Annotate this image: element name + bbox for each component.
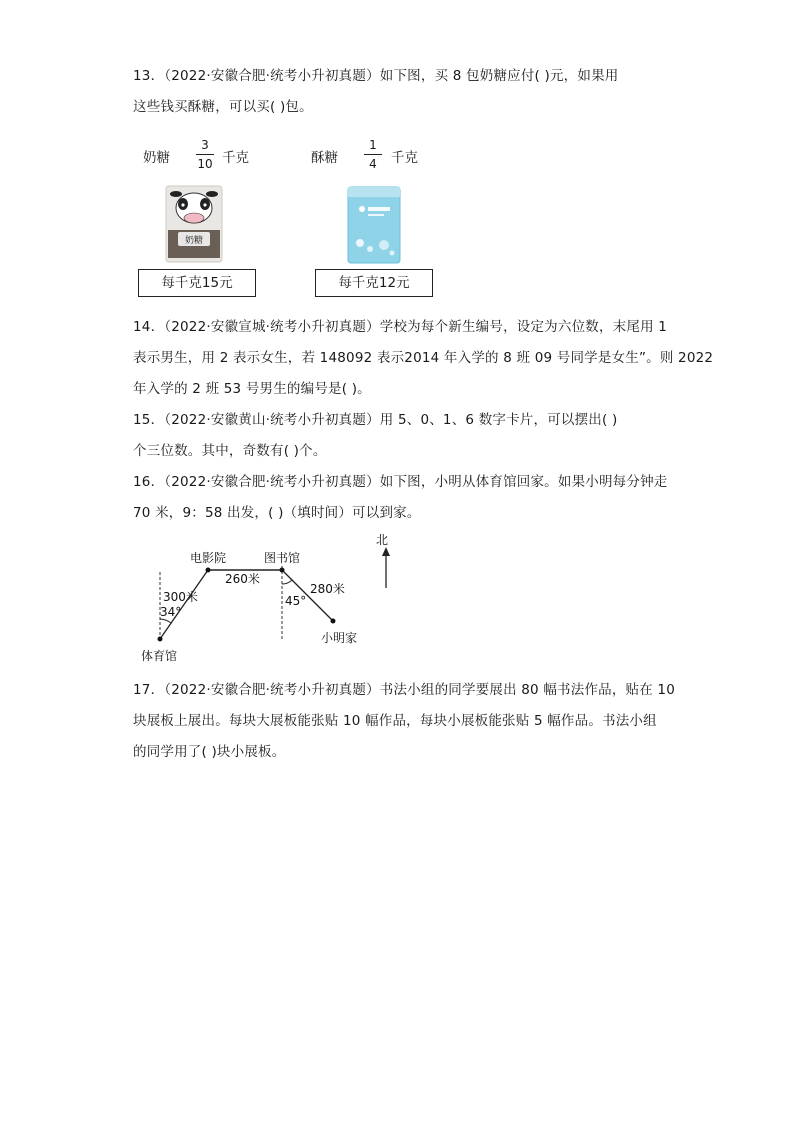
- q16-line-1: 16．（2022·安徽合肥·统考小升初真题）如下图，小明从体育馆回家。如果小明每分钟走: [133, 474, 668, 490]
- q15-line-1: 15．（2022·安徽黄山·统考小升初真题）用 5、0、1、6 数字卡片，可以摆出( ): [133, 412, 618, 428]
- q17-line-1: 17．（2022·安徽合肥·统考小升初真题）书法小组的同学要展出 80 幅书法作品，贴在 10: [133, 682, 675, 698]
- q15-line-2: 个三位数。其中，奇数有( )个。: [133, 443, 327, 459]
- candy2-fraction: [364, 138, 382, 171]
- candy1-frac-num: 3: [201, 138, 209, 152]
- distance-300-label: 300米: [163, 590, 198, 604]
- q14-line-3: 年入学的 2 班 53 号男生的编号是( )。: [133, 381, 371, 397]
- angle-arc-45: [282, 580, 292, 584]
- cinema-label: 电影院: [190, 551, 227, 565]
- angle-45-label: 45°: [285, 594, 307, 608]
- candy1-name: 奶糖: [143, 150, 170, 166]
- home-label: 小明家: [321, 631, 358, 645]
- north-label: 北: [376, 533, 389, 547]
- package-label: 奶糖: [184, 236, 204, 246]
- candy2-frac-den: 4: [369, 157, 377, 171]
- library-label: 图书馆: [264, 551, 301, 565]
- q17-line-2: 块展板上展出。每块大展板能张贴 10 幅作品，每块小展板能张贴 5 幅作品。书法小组: [133, 713, 657, 729]
- candy2-unit: 千克: [391, 150, 418, 166]
- q14-line-2: 表示男生，用 2 表示女生，若 148092 表示2014 年入学的 8 班 09 号同学是女生”。则 2022: [133, 350, 714, 366]
- candy1-price-box: 每千克15元: [138, 269, 256, 297]
- q14-line-1: 14．（2022·安徽宣城·统考小升初真题）学校为每个新生编号，设定为六位数，末尾用 1: [133, 319, 668, 335]
- candy2-name: 酥糖: [311, 150, 338, 166]
- candy1-unit: 千克: [222, 150, 249, 166]
- candy1-frac-den: 10: [197, 157, 213, 171]
- q13-line-1: 13．（2022·安徽合肥·统考小升初真题）如下图，买 8 包奶糖应付( )元，如果用: [133, 68, 619, 84]
- library-point: [280, 568, 285, 573]
- milk-candy-package-image: [164, 184, 224, 264]
- candy2-price-box: 每千克12元: [315, 269, 433, 297]
- north-arrow-icon: [382, 547, 390, 556]
- angle-arc-34: [160, 619, 171, 623]
- distance-260-label: 260米: [225, 572, 260, 586]
- route-map-diagram: [130, 532, 410, 667]
- gym-label: 体育馆: [141, 649, 178, 663]
- cinema-point: [206, 568, 211, 573]
- q13-line-2: 这些钱买酥糖，可以买( )包。: [133, 99, 313, 115]
- q16-line-2: 70 米，9：58 出发，( )（填时间）可以到家。: [133, 505, 421, 521]
- gym-point: [158, 637, 163, 642]
- distance-280-label: 280米: [310, 582, 345, 596]
- candy1-fraction: [196, 138, 214, 171]
- q17-line-3: 的同学用了( )块小展板。: [133, 744, 286, 760]
- home-point: [331, 619, 336, 624]
- candy2-frac-num: 1: [369, 138, 377, 152]
- crisp-candy-package-image: [346, 185, 402, 265]
- angle-34-label: 34°: [160, 605, 182, 619]
